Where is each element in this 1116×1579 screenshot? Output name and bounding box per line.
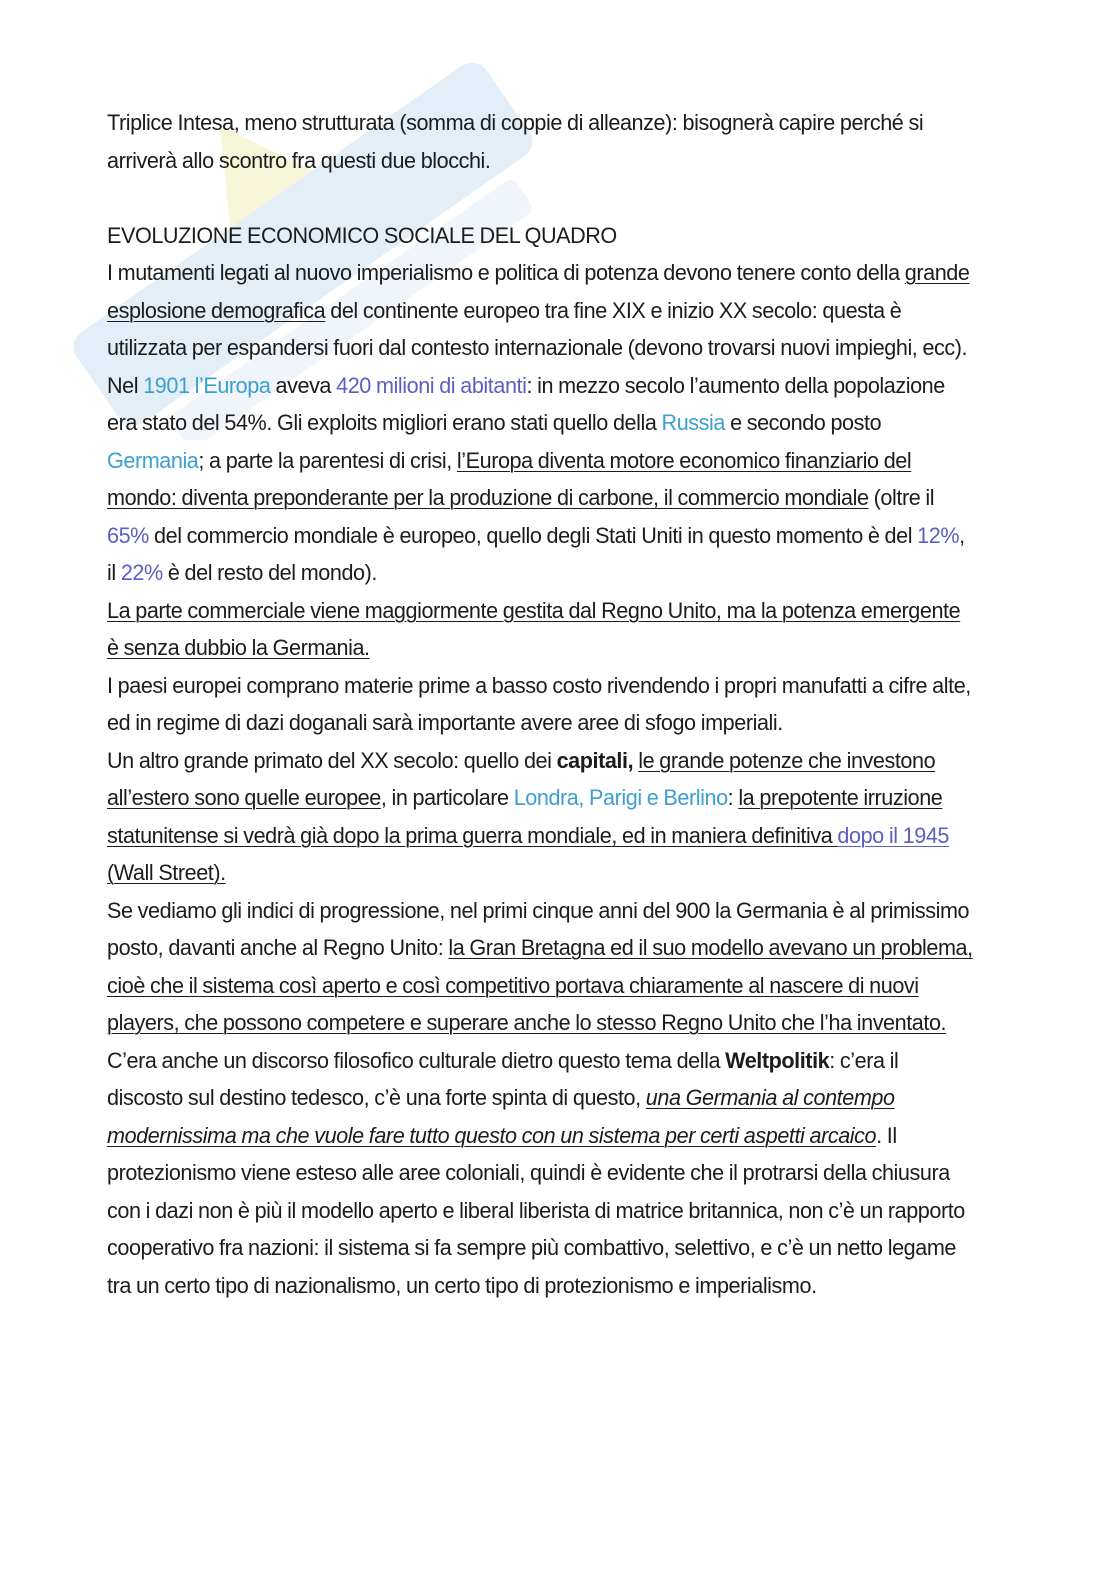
highlight-russia: Russia — [661, 410, 725, 435]
underlined-phrase: (Wall Street). — [107, 860, 226, 885]
highlight-germany: Germania — [107, 447, 199, 473]
paragraph-europe-1901: Nel 1901 l’Europa aveva 420 milioni di abitanti: in mezzo secolo l’aumento della popolazione era stato del 54%. Gli exploits migliori erano stati quello della Russia e secondo posto Germania; a parte la parentesi di crisi, l’Europa diventa motore economico finanziario del mondo: diventa preponderante per la produzione di carbone, il commercio mondiale (oltre il 65% del commercio mondiale è europeo, quello degli Stati Uniti in questo momento è del 12%, il 22% è del resto del mondo). — [107, 372, 965, 585]
paragraph-weltpolitik: C’era anche un discorso filosofico culturale dietro questo tema della Weltpolitik: c’era il discosto sul destino tedesco, c’è una forte spinta di questo, una Germania al contempo modernissima ma che vuole fare tutto questo con un sistema per certi aspetti arcaico. Il protezionismo viene esteso alle aree coloniali, quindi è evidente che il protrarsi della chiusura con i dazi non è più il modello aperto e liberal liberista di matrice britannica, non c’è un rapporto cooperativo fra nazioni: il sistema si fa sempre più combattivo, selettivo, e c’è un netto legame tra un certo tipo di nazionalismo, un certo tipo di protezionismo e imperialismo. — [107, 1047, 965, 1298]
paragraph-demography: I mutamenti legati al nuovo imperialismo e politica di potenza devono tenere conto della grande esplosione demografica del continente europeo tra fine XIX e inizio XX secolo: questa è utilizzata per espandersi fuori dal contesto internazionale (devono trovarsi nuovi impieghi, ecc). — [107, 260, 970, 360]
paragraph-raw-materials: I paesi europei comprano materie prime a basso costo rivendendo i propri manufatti a cifre alte, ed in regime di dazi doganali sarà importante avere aree di sfogo imperiali. — [107, 672, 971, 735]
underlined-italic-phrase: una Germania al contempo modernissima ma che vuole fare tutto questo con un sistema per certi aspetti arcaico — [107, 1085, 895, 1148]
paragraph-progression: Se vediamo gli indici di progressione, nel primi cinque anni del 900 la Germania è al primissimo posto, davanti anche al Regno Unito: la Gran Bretagna ed il suo modello avevano un problema, cioè che il sistema così aperto e così competitivo portava chiaramente al nascere di nuovi players, che possono competere e superare anche lo stesso Regno Unito che l’ha inventato. — [107, 897, 973, 1035]
section-heading: EVOLUZIONE ECONOMICO SOCIALE DEL QUADRO — [107, 222, 617, 248]
highlight-percent: 22% — [120, 560, 163, 585]
highlight-percent: 12% — [917, 522, 960, 548]
highlight-cities: Londra, Parigi e Berlino — [513, 785, 728, 810]
document-page — [107, 104, 976, 1304]
paragraph-capitals: Un altro grande primato del XX secolo: quello dei capitali, le grande potenze che investono all’estero sono quelle europee, in particolare Londra, Parigi e Berlino: la prepotente irruzione statunitense si vedrà già dopo la prima guerra mondiale, ed in maniera definitiva dopo il 1945 (Wall Street). — [107, 747, 949, 885]
underlined-phrase: le grande potenze che investono all’estero sono quelle europee — [107, 747, 936, 810]
paragraph-commerce: La parte commerciale viene maggiormente gestita dal Regno Unito, ma la potenza emergente è senza dubbio la Germania. — [107, 597, 961, 660]
bold-term: capitali, — [556, 747, 634, 773]
underlined-phrase: la Gran Bretagna ed il suo modello avevano un problema, cioè che il sistema così aperto e così competitivo portava chiaramente al nascere di nuovi players, che possono competere e superare anche lo stesso Regno Unito che l’ha inventato. — [107, 935, 973, 1035]
highlight-year-1945: dopo il 1945 — [837, 822, 949, 848]
underlined-phrase: l’Europa diventa motore economico finanziario del mondo: diventa preponderante per la produzione di carbone, il commercio mondiale — [107, 447, 912, 510]
blank-line — [107, 179, 976, 217]
highlight-percent: 65% — [107, 522, 149, 548]
paragraph-intro: Triplice Intesa, meno strutturata (somma di coppie di alleanze): bisognerà capire perché si arriverà allo scontro fra questi due blocchi. — [107, 110, 924, 173]
highlight-year: 1901 l’Europa — [143, 372, 271, 398]
underlined-phrase: la prepotente irruzione statunitense si vedrà già dopo la prima guerra mondiale, ed in maniera definitiva — [107, 785, 943, 848]
bold-term: Weltpolitik — [725, 1047, 830, 1073]
highlight-population: 420 milioni di abitanti — [336, 372, 527, 398]
underlined-phrase: grande esplosione demografica — [107, 260, 970, 323]
